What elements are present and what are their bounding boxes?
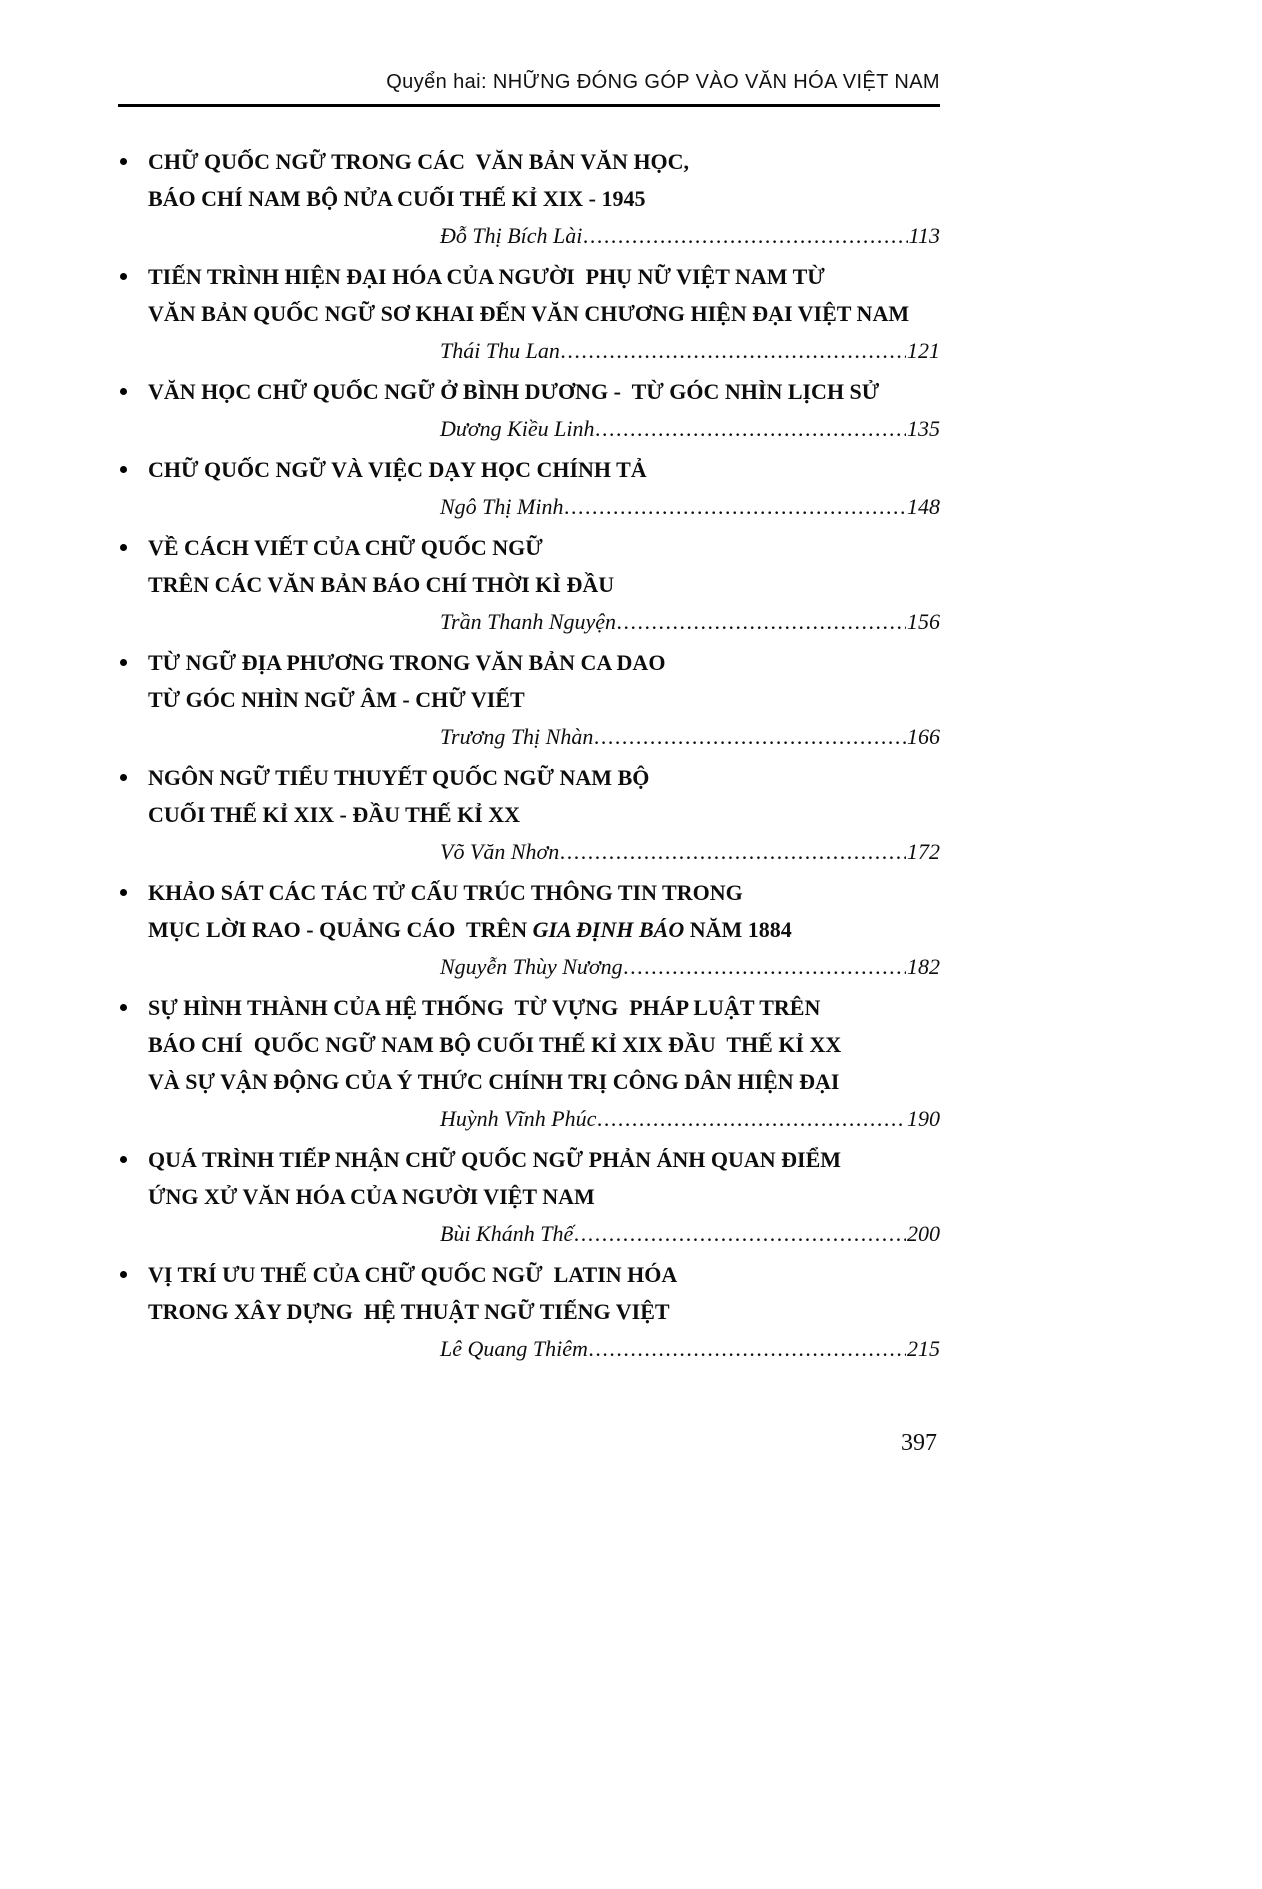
running-head: Quyển hai: NHỮNG ĐÓNG GÓP VÀO VĂN HÓA VIỆT NAM bbox=[386, 71, 940, 93]
entry-author: Thái Thu Lan bbox=[440, 338, 560, 363]
toc-entry bbox=[118, 451, 940, 525]
entry-title-line: QUÁ TRÌNH TIẾP NHẬN CHỮ QUỐC NGỮ PHẢN ÁNH QUAN ĐIỂM bbox=[148, 1147, 842, 1172]
page-header bbox=[118, 70, 940, 107]
entry-page: 148 bbox=[907, 494, 940, 519]
entry-page: 215 bbox=[907, 1336, 940, 1361]
toc-entry bbox=[118, 258, 940, 369]
entry-title-line: TỪ NGỮ ĐỊA PHƯƠNG TRONG VĂN BẢN CA DAO bbox=[148, 650, 666, 675]
entry-page: 166 bbox=[907, 724, 940, 749]
entry-page: 121 bbox=[907, 338, 940, 363]
toc-entry bbox=[118, 529, 940, 640]
entry-author-row bbox=[148, 488, 940, 525]
toc-entry bbox=[118, 373, 940, 447]
entry-title bbox=[148, 373, 940, 410]
bullet-icon bbox=[120, 466, 127, 473]
dot-leader bbox=[617, 603, 906, 640]
entry-title-line: KHẢO SÁT CÁC TÁC TỬ CẤU TRÚC THÔNG TIN TRONG bbox=[148, 880, 743, 905]
dot-leader bbox=[574, 1215, 906, 1252]
entry-author: Đỗ Thị Bích Lài bbox=[440, 223, 583, 248]
entry-author: Huỳnh Vĩnh Phúc bbox=[440, 1106, 597, 1131]
entry-title-line: CHỮ QUỐC NGỮ TRONG CÁC VĂN BẢN VĂN HỌC, bbox=[148, 149, 690, 174]
entry-author: Trương Thị Nhàn bbox=[440, 724, 594, 749]
entry-author-row bbox=[148, 603, 940, 640]
entry-title bbox=[148, 451, 940, 488]
entry-page: 182 bbox=[907, 954, 940, 979]
bullet-icon bbox=[120, 544, 127, 551]
entry-title-line: SỰ HÌNH THÀNH CỦA HỆ THỐNG TỪ VỰNG PHÁP LUẬT TRÊN bbox=[148, 995, 821, 1020]
dot-leader bbox=[561, 332, 906, 369]
dot-leader bbox=[583, 217, 907, 254]
toc-entry bbox=[118, 989, 940, 1137]
entry-page: 135 bbox=[907, 416, 940, 441]
entry-title bbox=[148, 644, 940, 718]
bullet-icon bbox=[120, 774, 127, 781]
entry-title-line: VỀ CÁCH VIẾT CỦA CHỮ QUỐC NGỮ bbox=[148, 535, 543, 560]
dot-leader bbox=[597, 1100, 906, 1137]
bullet-icon bbox=[120, 889, 127, 896]
bullet-icon bbox=[120, 1156, 127, 1163]
page-number: 397 bbox=[901, 1430, 937, 1456]
dot-leader bbox=[594, 718, 906, 755]
entry-author-row bbox=[148, 217, 940, 254]
entry-title bbox=[148, 143, 940, 217]
entry-title-line: VỊ TRÍ ƯU THẾ CỦA CHỮ QUỐC NGỮ LATIN HÓA bbox=[148, 1262, 678, 1287]
entry-title-line: ỨNG XỬ VĂN HÓA CỦA NGƯỜI VIỆT NAM bbox=[148, 1184, 595, 1209]
entry-title-line: MỤC LỜI RAO - QUẢNG CÁO TRÊN GIA ĐỊNH BÁO NĂM 1884 bbox=[148, 917, 792, 942]
toc-entry bbox=[118, 644, 940, 755]
toc-entry bbox=[118, 143, 940, 254]
entry-title bbox=[148, 1141, 940, 1215]
dot-leader bbox=[564, 488, 906, 525]
bullet-icon bbox=[120, 273, 127, 280]
entry-title bbox=[148, 1256, 940, 1330]
entry-author: Lê Quang Thiêm bbox=[440, 1336, 588, 1361]
entry-author-row bbox=[148, 1215, 940, 1252]
dot-leader bbox=[596, 410, 906, 447]
bullet-icon bbox=[120, 1004, 127, 1011]
entry-author: Trần Thanh Nguyện bbox=[440, 609, 617, 634]
entry-title bbox=[148, 874, 940, 948]
entry-author: Dương Kiều Linh bbox=[440, 416, 595, 441]
entry-page: 190 bbox=[907, 1106, 940, 1131]
dot-leader bbox=[589, 1330, 906, 1367]
bullet-icon bbox=[120, 158, 127, 165]
entry-author: Ngô Thị Minh bbox=[440, 494, 564, 519]
dot-leader bbox=[560, 833, 906, 870]
toc-entry bbox=[118, 1256, 940, 1367]
entry-title-line: TỪ GÓC NHÌN NGỮ ÂM - CHỮ VIẾT bbox=[148, 687, 525, 712]
entry-author-row bbox=[148, 1330, 940, 1367]
entry-title-line: CUỐI THẾ KỈ XIX - ĐẦU THẾ KỈ XX bbox=[148, 802, 521, 827]
entry-title bbox=[148, 258, 940, 332]
entry-title-line: BÁO CHÍ NAM BỘ NỬA CUỐI THẾ KỈ XIX - 1945 bbox=[148, 186, 646, 211]
entry-title-line: VĂN BẢN QUỐC NGỮ SƠ KHAI ĐẾN VĂN CHƯƠNG HIỆN ĐẠI VIỆT NAM bbox=[148, 301, 910, 326]
entry-author-row bbox=[148, 332, 940, 369]
entry-page: 200 bbox=[907, 1221, 940, 1246]
bullet-icon bbox=[120, 1271, 127, 1278]
dot-leader bbox=[624, 948, 906, 985]
entry-author-row bbox=[148, 948, 940, 985]
entry-title-line: VĂN HỌC CHỮ QUỐC NGỮ Ở BÌNH DƯƠNG - TỪ GÓC NHÌN LỊCH SỬ bbox=[148, 379, 880, 404]
entry-title-line: NGÔN NGỮ TIỂU THUYẾT QUỐC NGỮ NAM BỘ bbox=[148, 765, 650, 790]
entry-title-line: TRONG XÂY DỰNG HỆ THUẬT NGỮ TIẾNG VIỆT bbox=[148, 1299, 670, 1324]
toc-entry bbox=[118, 759, 940, 870]
entry-author-row bbox=[148, 1100, 940, 1137]
entry-author-row bbox=[148, 718, 940, 755]
bullet-icon bbox=[120, 659, 127, 666]
entry-author: Bùi Khánh Thế bbox=[440, 1221, 574, 1246]
entry-page: 113 bbox=[908, 223, 940, 248]
entry-author-row bbox=[148, 410, 940, 447]
toc-entry bbox=[118, 874, 940, 985]
entry-author: Nguyễn Thùy Nương bbox=[440, 954, 623, 979]
entry-title-line: VÀ SỰ VẬN ĐỘNG CỦA Ý THỨC CHÍNH TRỊ CÔNG DÂN HIỆN ĐẠI bbox=[148, 1069, 840, 1094]
entry-author-row bbox=[148, 833, 940, 870]
entry-author: Võ Văn Nhơn bbox=[440, 839, 560, 864]
entry-title-line: CHỮ QUỐC NGỮ VÀ VIỆC DẠY HỌC CHÍNH TẢ bbox=[148, 457, 647, 482]
bullet-icon bbox=[120, 388, 127, 395]
entry-title-line: TIẾN TRÌNH HIỆN ĐẠI HÓA CỦA NGƯỜI PHỤ NỮ VIỆT NAM TỪ bbox=[148, 264, 825, 289]
header-rule bbox=[118, 104, 940, 107]
entry-page: 172 bbox=[907, 839, 940, 864]
toc-list bbox=[118, 143, 940, 1367]
entry-title-line: BÁO CHÍ QUỐC NGỮ NAM BỘ CUỐI THẾ KỈ XIX ĐẦU THẾ KỈ XX bbox=[148, 1032, 842, 1057]
entry-title-line: TRÊN CÁC VĂN BẢN BÁO CHÍ THỜI KÌ ĐẦU bbox=[148, 572, 615, 597]
entry-title bbox=[148, 529, 940, 603]
toc-entry bbox=[118, 1141, 940, 1252]
entry-title bbox=[148, 759, 940, 833]
entry-title bbox=[148, 989, 940, 1100]
entry-page: 156 bbox=[907, 609, 940, 634]
